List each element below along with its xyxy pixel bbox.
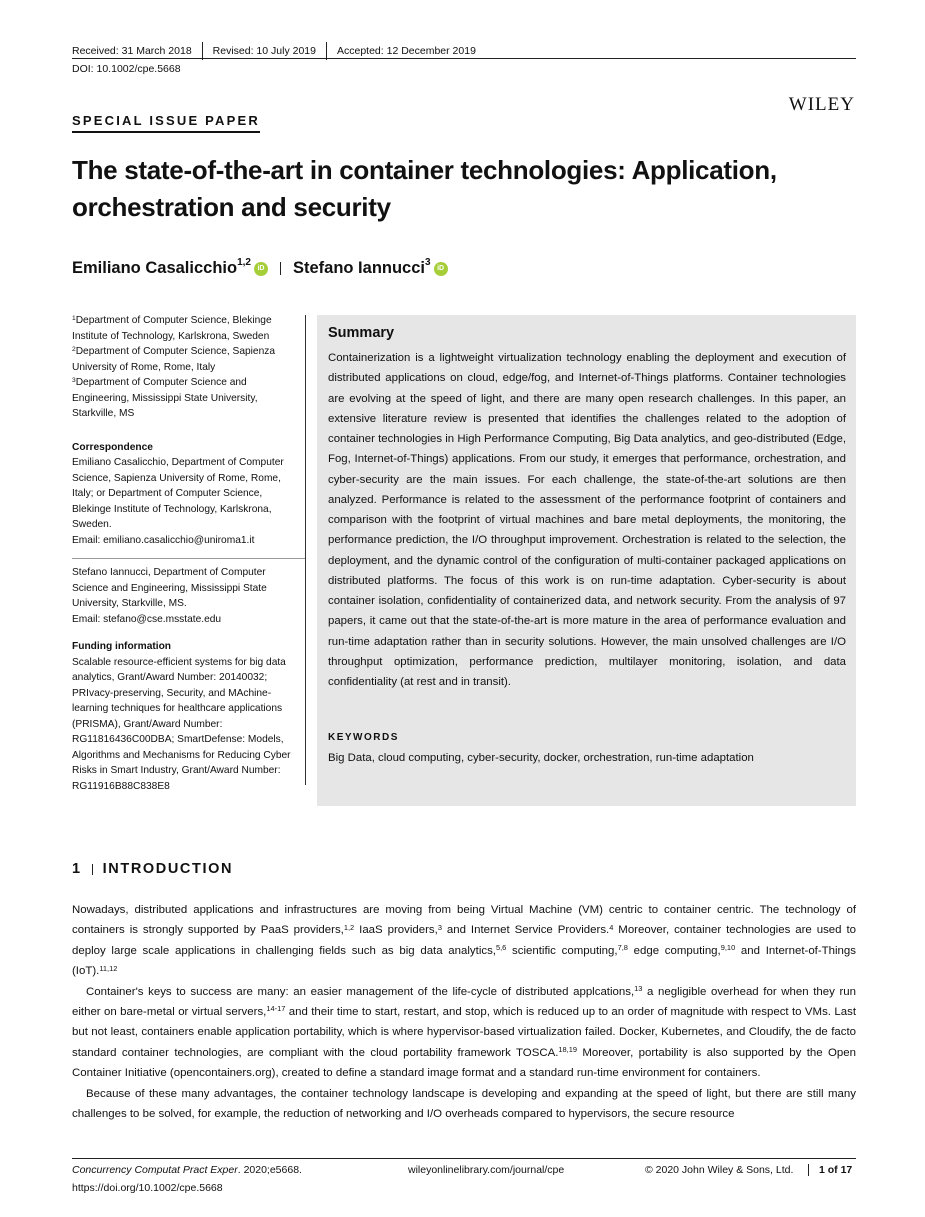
correspondence-text: Stefano Iannucci, Department of Computer Science and Engineering, Mississippi State University, Starkville, MS. xyxy=(72,567,267,609)
text-run: Moreover, portability is also supported by the Open Container Initiative (opencontainers.org), created to define a standard image format and a standard run-time environment for containers. xyxy=(72,1046,856,1080)
paragraph xyxy=(72,900,856,982)
received-date: Received: 31 March 2018 xyxy=(72,45,192,57)
affiliation-sup: 2 xyxy=(72,345,76,353)
correspondence-email[interactable]: Email: stefano@cse.msstate.edu xyxy=(72,613,222,625)
affiliation xyxy=(72,315,272,342)
column-divider xyxy=(305,315,306,785)
citation-ref[interactable]: 9,10 xyxy=(720,943,736,953)
text-run: a negligible overhead for when they run either on bare-metal or virtual servers, xyxy=(72,985,856,1019)
affiliation-text: Department of Computer Science, Blekinge Institute of Technology, Karlskrona, Sweden xyxy=(72,315,272,342)
section-heading xyxy=(72,861,233,877)
footer-rule xyxy=(72,1158,856,1159)
revised-date: Revised: 10 July 2019 xyxy=(202,42,326,60)
journal-citation xyxy=(72,1164,302,1176)
citation-ref[interactable]: 11,12 xyxy=(99,963,118,973)
keywords-heading: KEYWORDS xyxy=(328,732,399,743)
journal-name: Concurrency Computat Pract Exper xyxy=(72,1164,238,1176)
accepted-date: Accepted: 12 December 2019 xyxy=(326,42,486,60)
doi-link[interactable]: https://doi.org/10.1002/cpe.5668 xyxy=(72,1182,223,1194)
summary-heading: Summary xyxy=(328,325,395,341)
publisher-logo: WILEY xyxy=(788,94,855,115)
author-name[interactable]: Emiliano Casalicchio xyxy=(72,259,238,277)
affiliation-sup: 3 xyxy=(72,376,76,384)
text-run: IaaS providers, xyxy=(354,924,438,937)
text-run: Because of these many advantages, the container technology landscape is developing and expanding at the speed of light, but there are still many challenges to be solved, for example, the reduction of networking and I/O overheads compared to hypervisors, the secure resource xyxy=(72,1087,856,1121)
introduction-body xyxy=(72,900,856,1124)
funding xyxy=(72,639,297,794)
paragraph xyxy=(72,1084,856,1125)
citation-ref[interactable]: 5,6 xyxy=(495,943,507,953)
citation-ref[interactable]: 1,2 xyxy=(343,922,355,932)
text-run: and Internet Service Providers. xyxy=(441,924,610,937)
text-run: Container's keys to success are many: an easier management of the life-cycle of distributed applcations, xyxy=(86,985,635,998)
citation-ref[interactable]: 4 xyxy=(609,922,614,932)
correspondence-text: Emiliano Casalicchio, Department of Computer Science, Sapienza University of Rome, Rome, Italy; or Department of Computer Science, Blekinge Institute of Technology, Karlskrona, Sweden. xyxy=(72,457,284,530)
citation-ref[interactable]: 18,19 xyxy=(558,1045,578,1055)
correspondence-second xyxy=(72,558,305,627)
author-list xyxy=(72,259,448,278)
orcid-icon[interactable]: iD xyxy=(254,262,268,276)
header-rule xyxy=(72,58,856,59)
citation-ref[interactable]: 14-17 xyxy=(266,1004,286,1014)
text-run: scientific computing, xyxy=(506,944,618,957)
section-separator xyxy=(92,864,93,875)
text-run: Nowadays, distributed applications and infrastructures are moving from being Virtual Machine (VM) centric to container centric. The technology of containers is strongly supported by PaaS providers, xyxy=(72,904,856,937)
summary-text: Containerization is a lightweight virtualization technology enabling the deployment and execution of distributed applications on cloud, edge/fog, and Internet-of-Things platforms. Container technologies are evolving at the speed of light, and there are many open research challenges. In this paper, an extensive literature review is presented that identifies the challenges related to the adoption of container technologies in High Performance Computing, Big Data analytics, and geo-distributed (Edge, Fog, Internet-of-Things) applications. From our study, it emerges that performance, orchestration, and cyber-security are the main issues. For each challenge, the state-of-the-art solutions are then analyzed. Performance is related to the assessment of the performance footprint of containers and comparison with the footprint of virtual machines and bare metal deployments, the monitoring, the performance prediction, the I/O throughput improvement. Orchestration is related to the selection, the deployment, and the dynamic control of the configuration of multi-container packaged applications on distributed platforms. The focus of this work is on run-time adaptation. Cyber-security is about container isolation, confidentiality of containerized data, and network security. From the analysis of 97 papers, it came out that the state-of-the-art is more mature in the area of performance evaluation and run-time adaptation rather than in security solutions. However, the main unsolved challenges are I/O throughput optimization, performance prediction, multilayer monitoring, isolation, and data confidentiality (at rest and in transit). xyxy=(328,352,846,688)
citation-ref[interactable]: 3 xyxy=(437,922,442,932)
correspondence-heading: Correspondence xyxy=(72,441,153,453)
text-run: Moreover, container technologies are used to deploy large scale applications in challenging fields such as big data analytics, xyxy=(72,924,856,957)
correspondence-email[interactable]: Email: emiliano.casalicchio@uniroma1.it xyxy=(72,534,255,546)
affiliation-text: Department of Computer Science and Engineering, Mississippi State University, Starkville, MS xyxy=(72,377,258,419)
author-affiliation-sup: 1,2 xyxy=(237,257,251,268)
affiliation xyxy=(72,377,258,419)
section-title: INTRODUCTION xyxy=(102,861,234,877)
text-run: and Internet-of-Things (IoT). xyxy=(72,944,856,978)
text-run: edge computing, xyxy=(627,944,721,957)
page-number: 1 of 17 xyxy=(808,1164,852,1176)
text-run: and their time to start, restart, and stop, which is reduced up to an order of magnitude with respect to VMs. Last but not least, containers enable application portability, which is where hypervisor-based virtualization failed. Docker, Kubernetes, and Cloudify, the de facto standard container technologies, are compliant with the cloud portability framework TOSCA. xyxy=(72,1006,856,1059)
funding-text: Scalable resource-efficient systems for big data analytics, Grant/Award Number: 20140032; PRIvacy-preserving, Security, and MAchine-learning techniques for healthcare applications (PRISMA), Grant/Award Number: RG11816436C00DBA; SmartDefense: Models, Algorithms and Mechanisms for Reducing Cyber Risks in Smart Industry, Grant/Award Number: RG11916B88C838E8 xyxy=(72,656,291,792)
affiliations xyxy=(72,313,297,422)
correspondence xyxy=(72,440,297,549)
section-label: SPECIAL ISSUE PAPER xyxy=(72,113,260,133)
affiliation xyxy=(72,346,275,373)
citation-ref[interactable]: 7,8 xyxy=(617,943,628,953)
copyright: © 2020 John Wiley & Sons, Ltd. xyxy=(645,1164,794,1176)
paragraph xyxy=(72,982,856,1084)
author-separator xyxy=(280,262,281,275)
doi: DOI: 10.1002/cpe.5668 xyxy=(72,63,181,75)
author-affiliation-sup: 3 xyxy=(425,257,431,268)
affiliation-sup: 1 xyxy=(72,314,76,322)
paper-title: The state-of-the-art in container technologies: Application, orchestration and security xyxy=(72,155,777,222)
section-number: 1 xyxy=(72,861,82,877)
funding-heading: Funding information xyxy=(72,641,172,652)
orcid-icon[interactable]: iD xyxy=(434,262,448,276)
citation-ref[interactable]: 13 xyxy=(634,983,643,993)
journal-site-link[interactable]: wileyonlinelibrary.com/journal/cpe xyxy=(408,1164,565,1176)
keywords: Big Data, cloud computing, cyber-security, docker, orchestration, run-time adaptation xyxy=(328,752,754,764)
affiliation-text: Department of Computer Science, Sapienza University of Rome, Rome, Italy xyxy=(72,346,276,373)
journal-issue: . 2020;e5668. xyxy=(237,1164,302,1176)
author-name[interactable]: Stefano Iannucci xyxy=(292,259,425,277)
author-info-column xyxy=(72,313,297,804)
